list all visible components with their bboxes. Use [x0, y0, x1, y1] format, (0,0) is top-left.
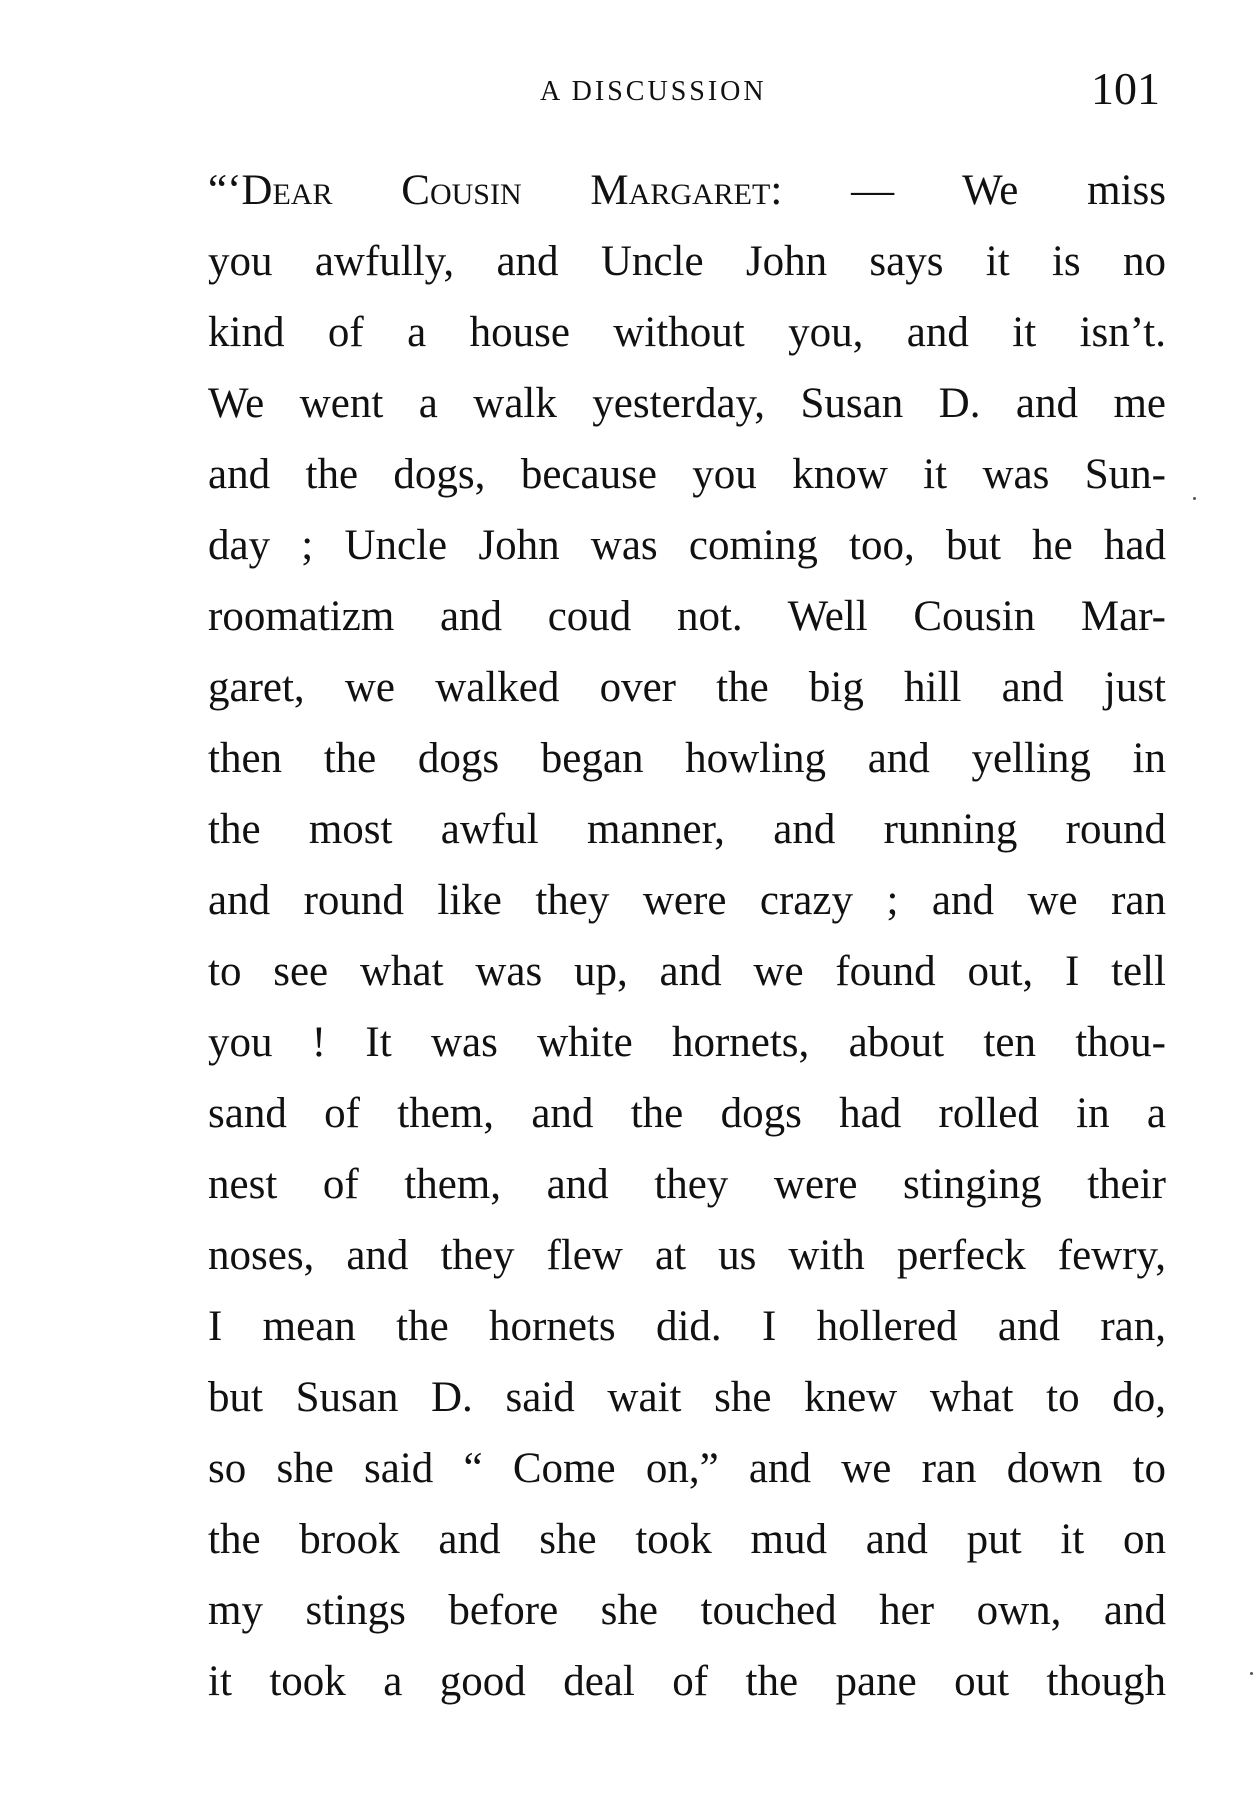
salutation-after: : — We miss	[770, 167, 1166, 214]
text-line: to see what was up, and we found out, I tell	[208, 948, 1166, 995]
open-quotes: “‘	[208, 167, 242, 214]
text-line: you awfully, and Uncle John says it is no	[208, 238, 1166, 285]
text-line: and round like they were crazy ; and we ran	[208, 877, 1166, 924]
text-line: nest of them, and they were stinging their	[208, 1161, 1166, 1208]
running-head	[210, 62, 1160, 122]
text-line: roomatizm and coud not. Well Cousin Mar-	[208, 593, 1166, 640]
page-number: 101	[1091, 63, 1160, 114]
running-title: A DISCUSSION	[540, 76, 767, 107]
text-line: then the dogs began howling and yelling in	[208, 735, 1166, 782]
text-line: it took a good deal of the pane out though	[208, 1658, 1166, 1705]
text-line: noses, and they flew at us with perfeck fewry,	[208, 1232, 1166, 1279]
text-line: day ; Uncle John was coming too, but he had	[208, 522, 1166, 569]
text-line: you ! It was white hornets, about ten thou-	[208, 1019, 1166, 1066]
text-line: kind of a house without you, and it isn’t.	[208, 309, 1166, 356]
text-line: so she said “ Come on,” and we ran down to	[208, 1445, 1166, 1492]
text-line: the most awful manner, and running round	[208, 806, 1166, 853]
text-line: garet, we walked over the big hill and just	[208, 664, 1166, 711]
text-line: my stings before she touched her own, and	[208, 1587, 1166, 1634]
paper-speck	[1250, 1672, 1253, 1675]
salutation-name: Dear Cousin Margaret	[241, 167, 771, 214]
paper-speck	[1193, 497, 1196, 500]
text-line: but Susan D. said wait she knew what to do,	[208, 1374, 1166, 1421]
text-line: We went a walk yesterday, Susan D. and me	[208, 380, 1166, 427]
text-line: sand of them, and the dogs had rolled in a	[208, 1090, 1166, 1137]
body-text	[208, 155, 1166, 1717]
text-line: the brook and she took mud and put it on	[208, 1516, 1166, 1563]
salutation-line	[208, 155, 1166, 226]
text-line: and the dogs, because you know it was Sun-	[208, 451, 1166, 498]
text-line: I mean the hornets did. I hollered and ran,	[208, 1303, 1166, 1350]
